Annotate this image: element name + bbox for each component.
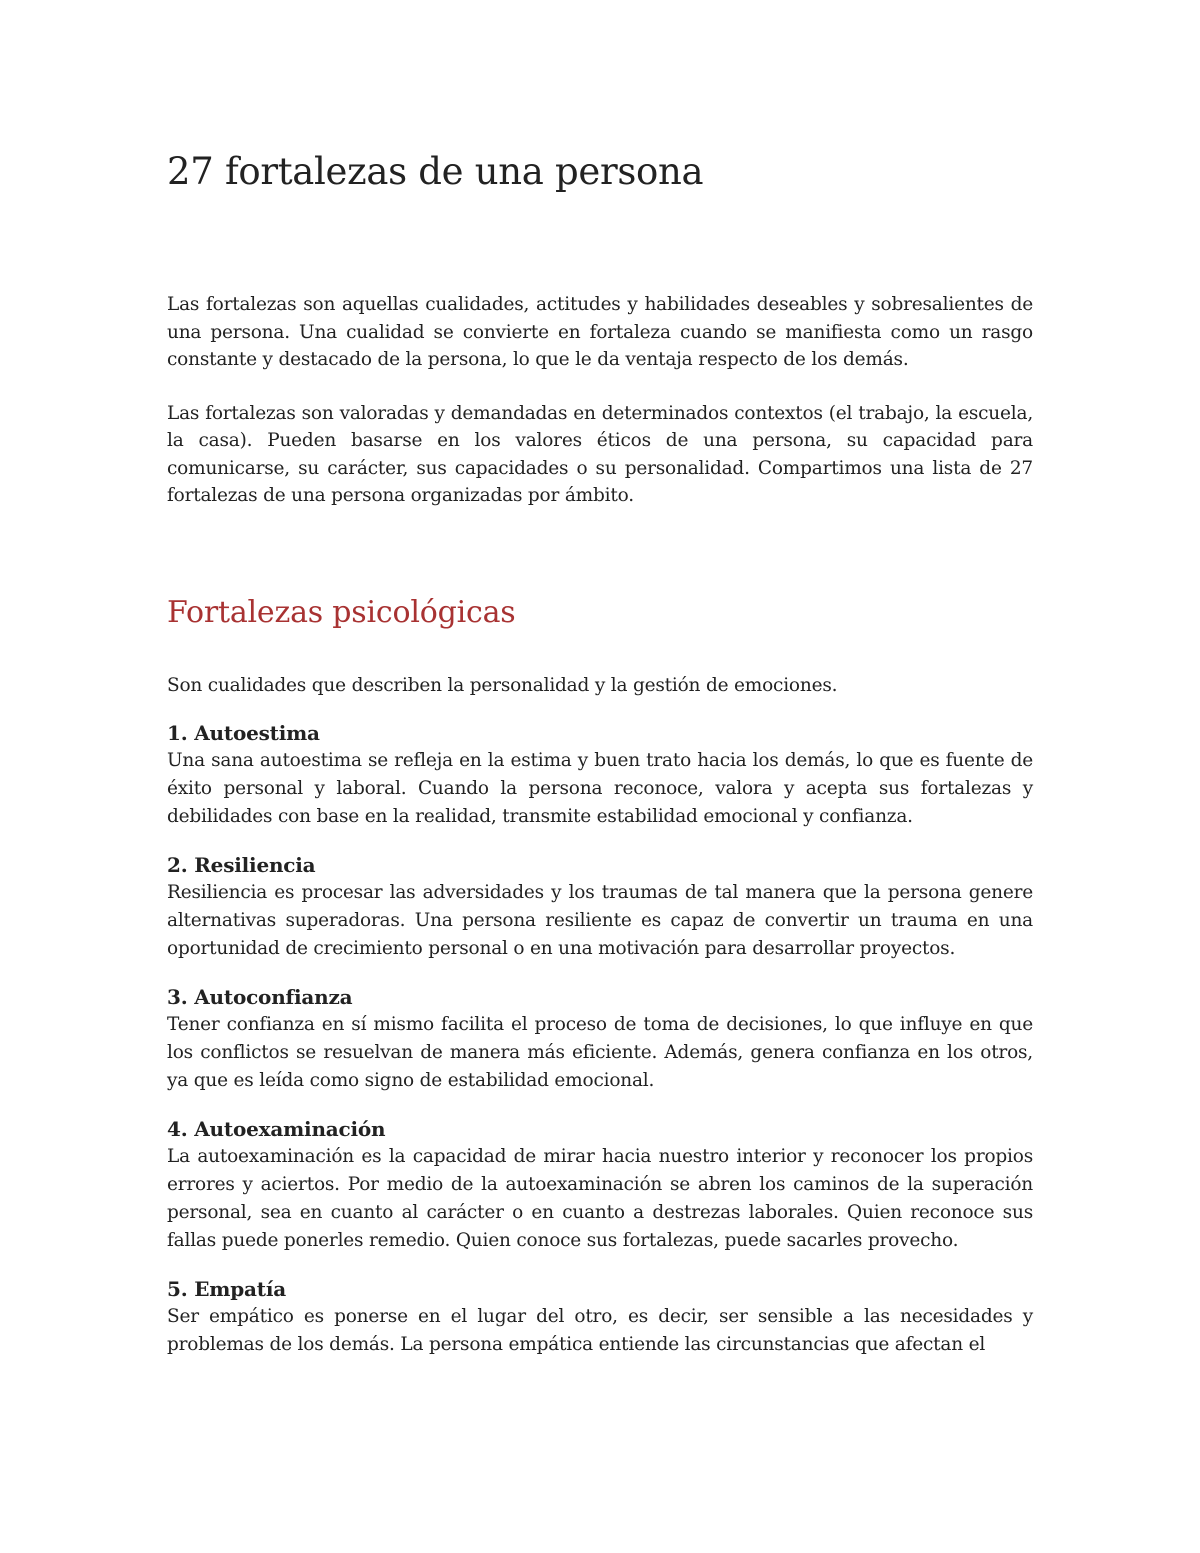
strength-body: Resiliencia es procesar las adversidades y los traumas de tal manera que la persona genere alternativas superadoras. Una persona resiliente es capaz de convertir un trauma en una oportunidad de crecimiento personal o en una motivación para desarrollar proyectos. (167, 882, 1033, 959)
section-title: Fortalezas psicológicas (167, 594, 516, 630)
strength-item-autoexaminacion (167, 1115, 1033, 1255)
strength-item-empatia (167, 1275, 1033, 1359)
strength-body: Tener confianza en sí mismo facilita el proceso de toma de decisiones, lo que influye en que los conflictos se resuelvan de manera más eficiente. Además, genera confianza en los otros, ya que es leída como signo de estabilidad emocional. (167, 1014, 1033, 1091)
strength-body: La autoexaminación es la capacidad de mirar hacia nuestro interior y reconocer los propios errores y aciertos. Por medio de la autoexaminación se abren los caminos de la superación personal, sea en cuanto al carácter o en cuanto a destrezas laborales. Quien reconoce sus fallas puede ponerles remedio. Quien conoce sus fortalezas, puede sacarles provecho. (167, 1146, 1033, 1251)
strength-item-resiliencia (167, 851, 1033, 963)
strength-item-autoconfianza (167, 983, 1033, 1095)
strength-heading: 1. Autoestima (167, 721, 320, 745)
intro-paragraph-1: Las fortalezas son aquellas cualidades, actitudes y habilidades deseables y sobresalientes de una persona. Una cualidad se convierte en fortaleza cuando se manifiesta como un rasgo constante y destacado de la persona, lo que le da ventaja respecto de los demás. (167, 294, 1033, 370)
strength-body: Ser empático es ponerse en el lugar del otro, es decir, ser sensible a las necesidades y problemas de los demás. La persona empática entiende las circunstancias que afectan el (167, 1306, 1033, 1355)
section-intro: Son cualidades que describen la personalidad y la gestión de emociones. (167, 674, 838, 696)
strength-heading: 2. Resiliencia (167, 853, 316, 877)
strength-body: Una sana autoestima se refleja en la estima y buen trato hacia los demás, lo que es fuente de éxito personal y laboral. Cuando la persona reconoce, valora y acepta sus fortalezas y debilidades con base en la realidad, transmite estabilidad emocional y confianza. (167, 750, 1033, 827)
strength-heading: 4. Autoexaminación (167, 1117, 386, 1141)
intro-paragraph-2: Las fortalezas son valoradas y demandadas en determinados contextos (el trabajo, la escuela, la casa). Pueden basarse en los valores éticos de una persona, su capacidad para comunicarse, su carácter, sus capacidades o su personalidad. Compartimos una lista de 27 fortalezas de una persona organizadas por ámbito. (167, 402, 1033, 506)
document-title: 27 fortalezas de una persona (167, 150, 704, 193)
strength-heading: 5. Empatía (167, 1277, 286, 1301)
document-content (167, 148, 1033, 1359)
strength-item-autoestima (167, 719, 1033, 831)
strength-heading: 3. Autoconfianza (167, 985, 353, 1009)
